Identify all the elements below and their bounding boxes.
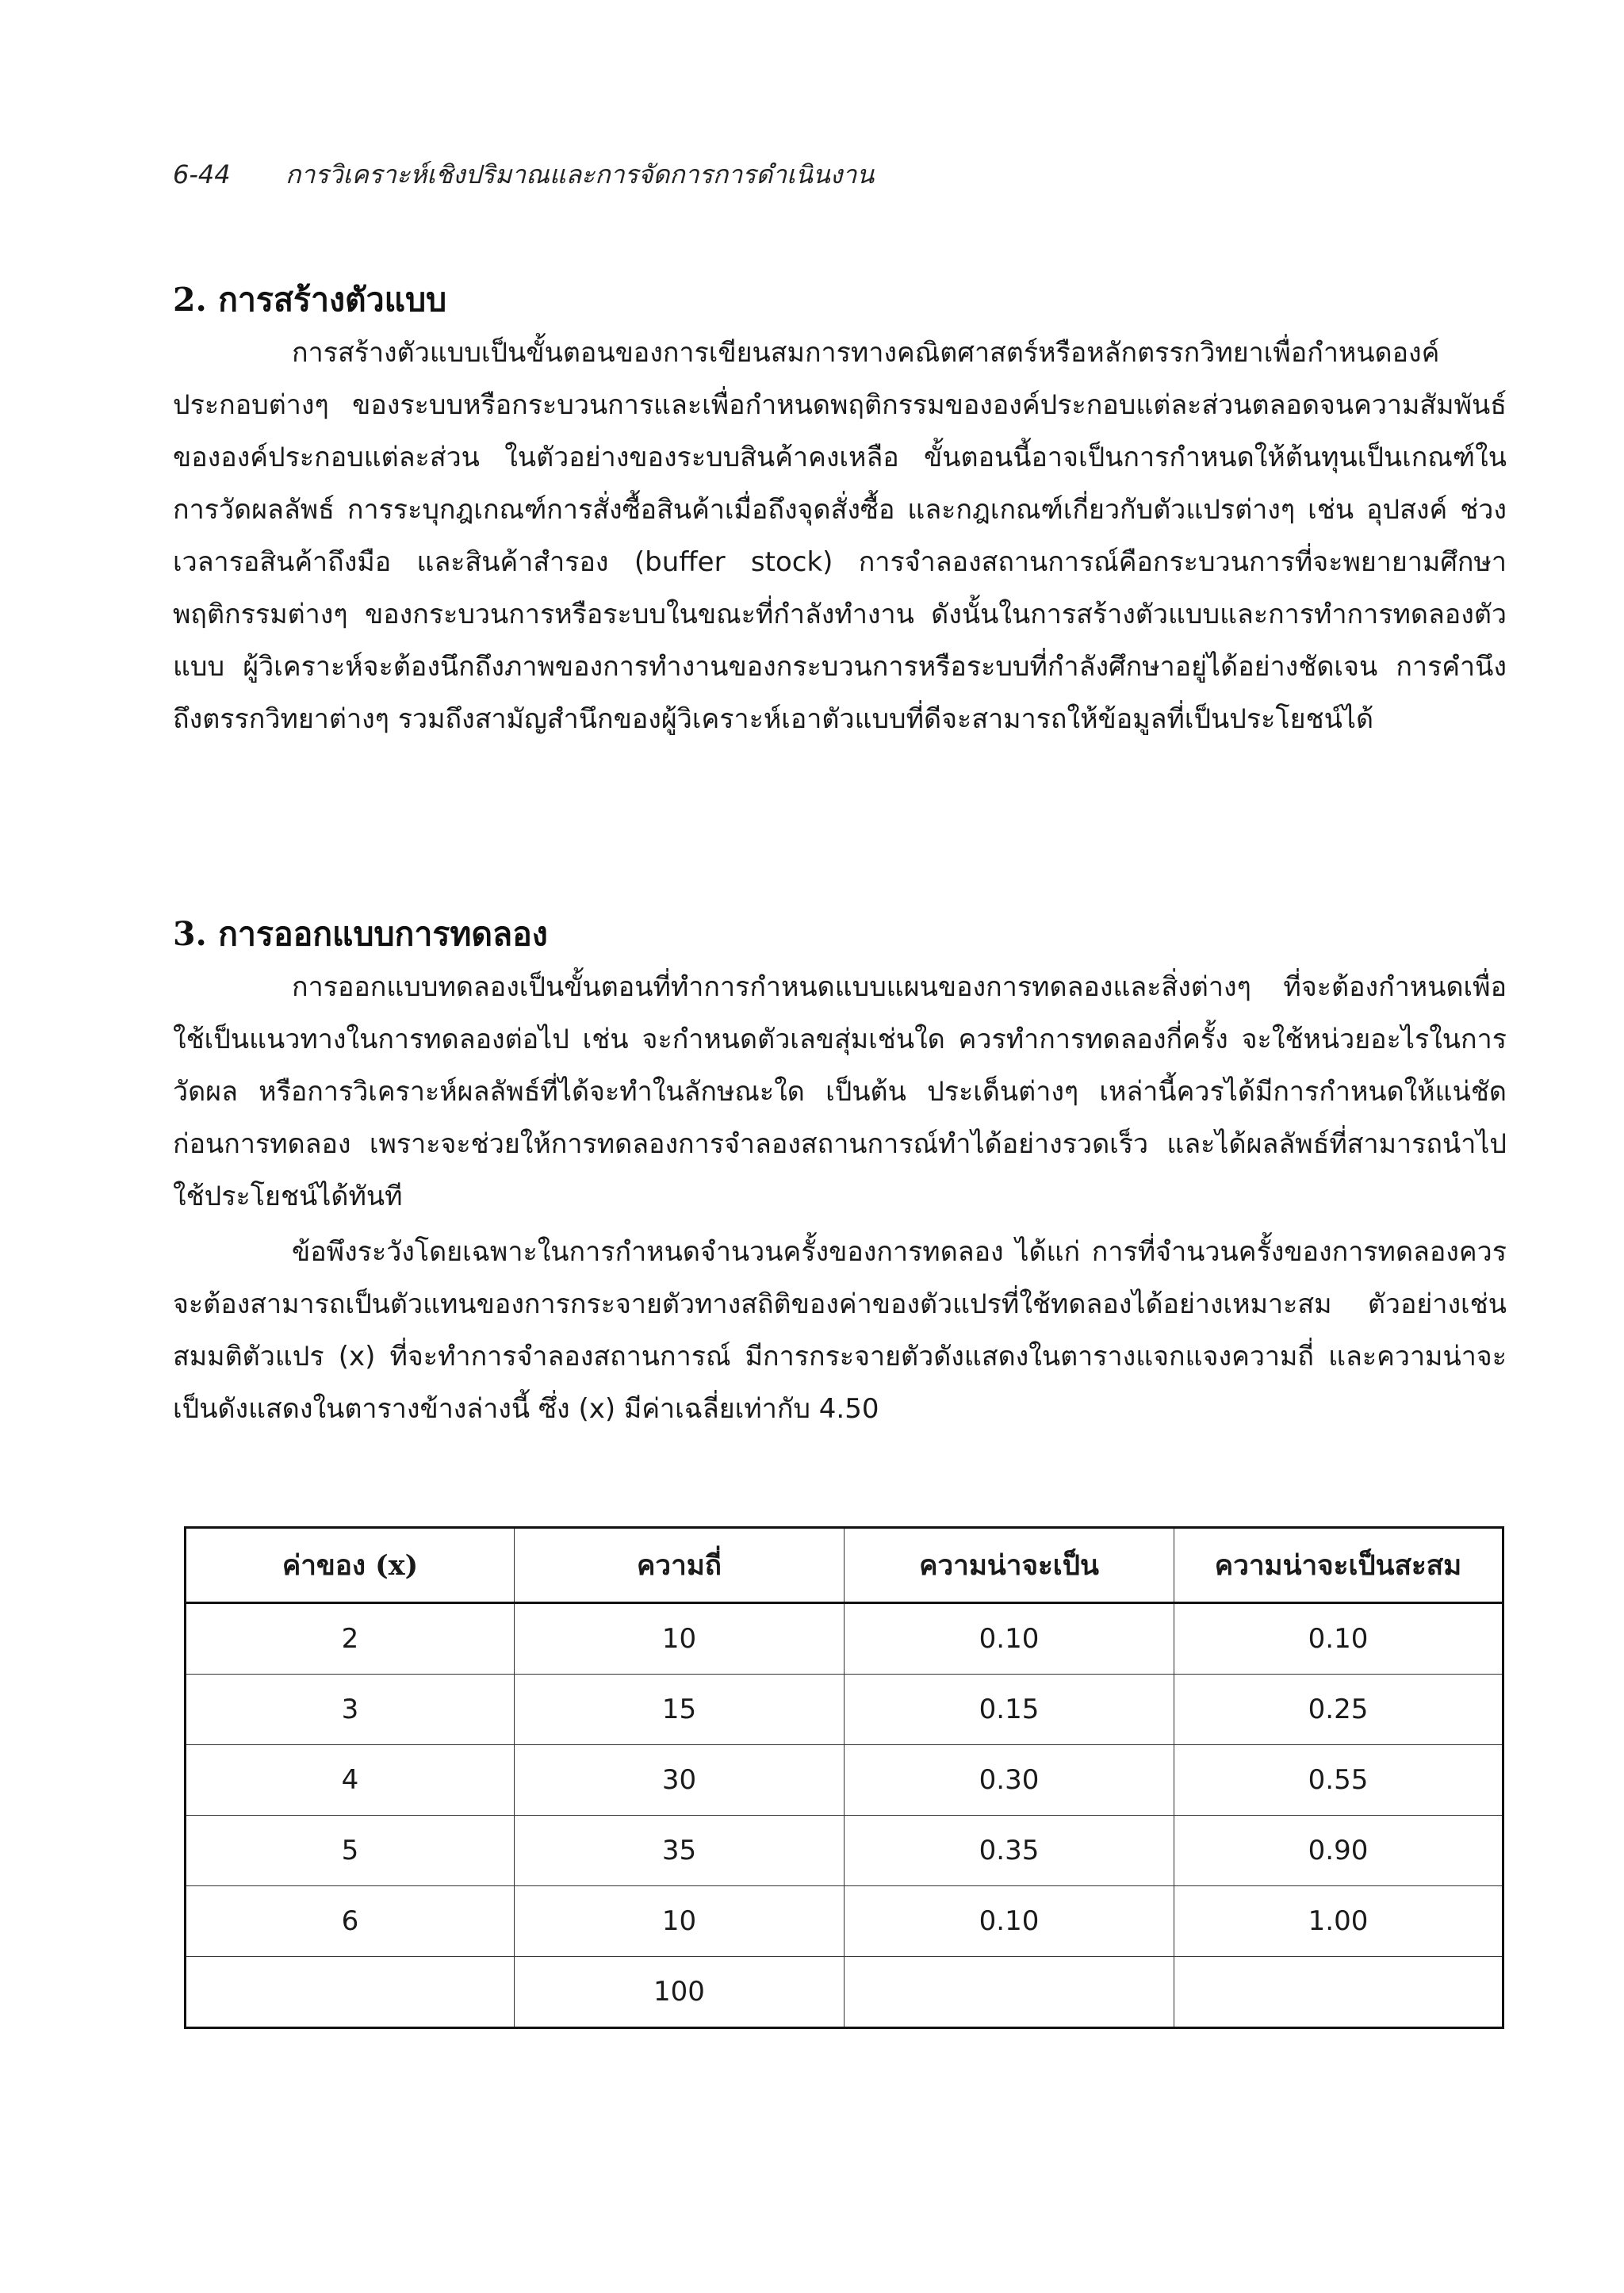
cell-frequency: 10: [515, 1603, 845, 1675]
page-number: 6-44: [173, 159, 231, 189]
cell-probability: 0.35: [845, 1816, 1174, 1886]
paragraph: ข้อพึงระวังโดยเฉพาะในการกำหนดจำนวนครั้งของการทดลอง ได้แก่ การที่จำนวนครั้งของการทดลองควรจะต้องสามารถเป็นตัวแทนของการกระจายตัวทางสถิติของค่าของตัวแปรที่ใช้ทดลองได้อย่างเหมาะสม ตัวอย่างเช่น สมมติตัวแปร (x) ที่จะทำการจำลองสถานการณ์ มีการกระจายตัวดังแสดงในตารางแจกแจงความถี่ และความน่าจะเป็นดังแสดงในตารางข้างล่างนี้ ซึ่ง (x) มีค่าเฉลี่ยเท่ากับ 4.50: [173, 1236, 1507, 1425]
running-header: [173, 155, 874, 195]
column-header-value-x: ค่าของ (x): [186, 1528, 515, 1603]
section-experiment-design: [173, 912, 1507, 1435]
section-heading: 2. การสร้างตัวแบบ: [173, 281, 447, 319]
section-model-building: [173, 278, 1507, 745]
cell-cumulative-probability: 0.55: [1174, 1745, 1503, 1816]
cell-value-x: 5: [186, 1816, 515, 1886]
column-header-probability: ความน่าจะเป็น: [845, 1528, 1174, 1603]
cell-value-x: 2: [186, 1603, 515, 1675]
cell-cumulative-probability: 0.90: [1174, 1816, 1503, 1886]
column-header-frequency: ความถี่: [515, 1528, 845, 1603]
book-title: การวิเคราะห์เชิงปริมาณและการจัดการการดำเนินงาน: [285, 159, 875, 189]
table-row: [186, 1675, 1503, 1745]
cell-frequency: 35: [515, 1816, 845, 1886]
cell-frequency: 10: [515, 1886, 845, 1957]
cell-frequency: 30: [515, 1745, 845, 1816]
frequency-table-container: [184, 1526, 1502, 2029]
frequency-probability-table: [184, 1526, 1504, 2029]
table-row: [186, 1816, 1503, 1886]
cell-cumulative-probability: 1.00: [1174, 1886, 1503, 1957]
section-heading: 3. การออกแบบการทดลอง: [173, 915, 548, 953]
cell-probability: 0.30: [845, 1745, 1174, 1816]
cell-value-x: 6: [186, 1886, 515, 1957]
cell-value-x: 4: [186, 1745, 515, 1816]
table-row: [186, 1886, 1503, 1957]
cell-probability: 0.10: [845, 1886, 1174, 1957]
cell-cumulative-probability: [1174, 1957, 1503, 2028]
cell-frequency-total: 100: [515, 1957, 845, 2028]
cell-frequency: 15: [515, 1675, 845, 1745]
cell-cumulative-probability: 0.25: [1174, 1675, 1503, 1745]
table-total-row: [186, 1957, 1503, 2028]
paragraph: การออกแบบทดลองเป็นขั้นตอนที่ทำการกำหนดแบบแผนของการทดลองและสิ่งต่างๆ ที่จะต้องกำหนดเพื่อใช้เป็นแนวทางในการทดลองต่อไป เช่น จะกำหนดตัวเลขสุ่มเช่นใด ควรทำการทดลองกี่ครั้ง จะใช้หน่วยอะไรในการวัดผล หรือการวิเคราะห์ผลลัพธ์ที่ได้จะทำในลักษณะใด เป็นต้น ประเด็นต่างๆ เหล่านี้ควรได้มีการกำหนดให้แน่ชัดก่อนการทดลอง เพราะจะช่วยให้การทดลองการจำลองสถานการณ์ทำได้อย่างรวดเร็ว และได้ผลลัพธ์ที่สามารถนำไปใช้ประโยชน์ได้ทันที: [173, 971, 1507, 1212]
cell-probability: 0.10: [845, 1603, 1174, 1675]
paragraph: การสร้างตัวแบบเป็นขั้นตอนของการเขียนสมการทางคณิตศาสตร์หรือหลักตรรกวิทยาเพื่อกำหนดองค์ประกอบต่างๆ ของระบบหรือกระบวนการและเพื่อกำหนดพฤติกรรมขององค์ประกอบแต่ละส่วนตลอดจนความสัมพันธ์ขององค์ประกอบแต่ละส่วน ในตัวอย่างของระบบสินค้าคงเหลือ ขั้นตอนนี้อาจเป็นการกำหนดให้ต้นทุนเป็นเกณฑ์ในการวัดผลลัพธ์ การระบุกฎเกณฑ์การสั่งซื้อสินค้าเมื่อถึงจุดสั่งซื้อ และกฎเกณฑ์เกี่ยวกับตัวแปรต่างๆ เช่น อุปสงค์ ช่วงเวลารอสินค้าถึงมือ และสินค้าสำรอง (buffer stock) การจำลองสถานการณ์คือกระบวนการที่จะพยายามศึกษาพฤติกรรมต่างๆ ของกระบวนการหรือระบบในขณะที่กำลังทำงาน ดังนั้นในการสร้างตัวแบบและการทำการทดลองตัวแบบ ผู้วิเคราะห์จะต้องนึกถึงภาพของการทำงานของกระบวนการหรือระบบที่กำลังศึกษาอยู่ได้อย่างชัดเจน การคำนึงถึงตรรกวิทยาต่างๆ รวมถึงสามัญสำนึกของผู้วิเคราะห์เอาตัวแบบที่ดีจะสามารถให้ข้อมูลที่เป็นประโยชน์ได้: [173, 337, 1507, 735]
cell-value-x: 3: [186, 1675, 515, 1745]
table-header-row: [186, 1528, 1503, 1603]
cell-probability: [845, 1957, 1174, 2028]
table-row: [186, 1603, 1503, 1675]
cell-cumulative-probability: 0.10: [1174, 1603, 1503, 1675]
column-header-cumulative-probability: ความน่าจะเป็นสะสม: [1174, 1528, 1503, 1603]
table-row: [186, 1745, 1503, 1816]
cell-value-x: [186, 1957, 515, 2028]
cell-probability: 0.15: [845, 1675, 1174, 1745]
